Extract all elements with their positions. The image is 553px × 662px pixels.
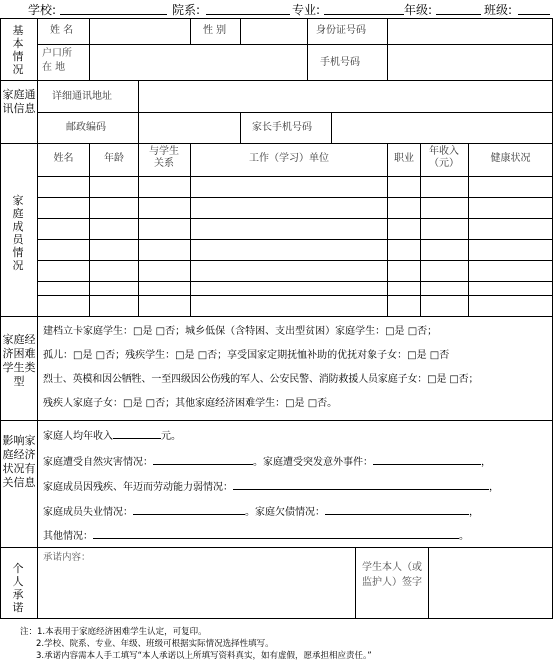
class-field[interactable] bbox=[518, 14, 550, 15]
emergency-label: 。家庭遭受突发意外事件： bbox=[253, 457, 373, 468]
punctuation: ， bbox=[481, 457, 491, 468]
promise-content-field[interactable] bbox=[38, 564, 354, 617]
illness-line bbox=[43, 480, 499, 494]
table-row[interactable] bbox=[38, 177, 552, 197]
category-line[interactable]: 建档立卡家庭学生：□是 □否；城乡低保（含特困、支出型贫困）家庭学生：□是 □否； bbox=[43, 326, 438, 337]
gender-field[interactable] bbox=[241, 19, 307, 44]
class-label: 班级: bbox=[484, 3, 513, 17]
income-field[interactable] bbox=[113, 429, 161, 439]
postcode-label: 邮政编码 bbox=[66, 122, 106, 133]
section-family-members: 家庭成员情况 bbox=[12, 194, 24, 272]
signature-field[interactable] bbox=[429, 548, 552, 617]
punctuation: ， bbox=[489, 482, 499, 493]
debt-field[interactable] bbox=[325, 505, 469, 515]
disaster-field[interactable] bbox=[153, 455, 253, 465]
unemployment-line bbox=[43, 505, 479, 519]
id-number-label: 身份证号码 bbox=[316, 25, 366, 36]
illness-label: 家庭成员因残疾、年迈而劳动能力弱情况： bbox=[43, 482, 233, 493]
column-header: 与学生关系 bbox=[149, 146, 179, 169]
postcode-field[interactable] bbox=[139, 113, 240, 143]
column-header: 职业 bbox=[394, 153, 414, 164]
note-line: 2.学校、院系、专业、年级、班级可根据实际情况选择性填写。 bbox=[36, 639, 274, 649]
grade-field[interactable] bbox=[436, 14, 481, 15]
hukou-label: 户口所在 地 bbox=[42, 48, 72, 73]
address-label: 详细通讯地址 bbox=[52, 91, 112, 102]
gender-label: 性 别 bbox=[203, 25, 227, 36]
emergency-field[interactable] bbox=[373, 455, 481, 465]
id-number-field[interactable] bbox=[388, 19, 552, 44]
school-label: 学校: bbox=[28, 3, 57, 17]
name-field[interactable] bbox=[90, 19, 190, 44]
note-line: 注：1.本表用于家庭经济困难学生认定，可复印。 bbox=[20, 627, 207, 637]
table-row[interactable] bbox=[38, 261, 552, 281]
income-unit: 元。 bbox=[161, 431, 181, 442]
section-difficulty-type: 家庭经济困难学生类型 bbox=[2, 333, 36, 388]
category-line[interactable]: 残疾人家庭子女：□是 □否；其他家庭经济困难学生：□是 □否。 bbox=[43, 398, 338, 409]
section-basic-info: 基本情况 bbox=[12, 24, 24, 76]
other-label: 其他情况： bbox=[43, 531, 93, 542]
table-row[interactable] bbox=[38, 240, 552, 260]
punctuation: 。 bbox=[459, 531, 469, 542]
mobile-field[interactable] bbox=[388, 45, 552, 80]
table-row[interactable] bbox=[38, 219, 552, 239]
income-label: 家庭人均年收入 bbox=[43, 431, 113, 442]
school-field[interactable] bbox=[60, 14, 167, 15]
form-header bbox=[0, 0, 553, 18]
note-line: 3.承诺内容需本人手工填写“本人承诺以上所填写资料真实，如有虚假，愿承担相应责任。” bbox=[36, 651, 372, 661]
signer-label: 学生本人（或监护人）签字 bbox=[362, 562, 422, 588]
unemployment-label: 家庭成员失业情况： bbox=[43, 507, 133, 518]
college-field[interactable] bbox=[206, 14, 290, 15]
name-label: 姓 名 bbox=[50, 25, 74, 36]
column-header: 工作（学习）单位 bbox=[249, 153, 329, 164]
table-row[interactable] bbox=[38, 282, 552, 295]
college-label: 院系: bbox=[172, 3, 201, 17]
disaster-line bbox=[43, 455, 491, 469]
column-header: 健康状况 bbox=[490, 153, 531, 164]
debt-label: 。家庭欠债情况： bbox=[245, 507, 325, 518]
parent-phone-label: 家长手机号码 bbox=[252, 122, 312, 133]
major-label: 专业: bbox=[292, 3, 321, 17]
category-line[interactable]: 孤儿：□是 □否；残疾学生：□是 □否；享受国家定期抚恤补助的优抚对象子女：□是 □否 bbox=[43, 350, 450, 361]
category-line[interactable]: 烈士、英模和因公牺牲、一至四级因公伤残的军人、公安民警、消防救援人员家庭子女：□是 □否； bbox=[43, 374, 479, 385]
column-header: 年收入（元） bbox=[429, 146, 459, 169]
other-field[interactable] bbox=[93, 529, 459, 539]
column-header: 年龄 bbox=[104, 153, 124, 164]
address-field[interactable] bbox=[139, 81, 552, 112]
table-row[interactable] bbox=[38, 198, 552, 218]
disaster-label: 家庭遭受自然灾害情况： bbox=[43, 457, 153, 468]
illness-field[interactable] bbox=[233, 480, 489, 490]
section-economic-factors: 影响家庭经济状况有关信息 bbox=[2, 434, 36, 489]
unemployment-field[interactable] bbox=[133, 505, 245, 515]
table-row[interactable] bbox=[38, 296, 552, 316]
income-line bbox=[43, 429, 181, 443]
mobile-label: 手机号码 bbox=[320, 57, 360, 68]
form-notes bbox=[20, 626, 372, 662]
promise-content-label: 承诺内容： bbox=[43, 552, 91, 563]
section-family-contact: 家庭通讯信息 bbox=[2, 88, 36, 115]
major-field[interactable] bbox=[324, 14, 404, 15]
grade-label: 年级: bbox=[404, 3, 433, 17]
hukou-field[interactable] bbox=[90, 45, 307, 80]
other-line bbox=[43, 529, 469, 543]
punctuation: ， bbox=[469, 507, 479, 518]
parent-phone-field[interactable] bbox=[332, 113, 552, 143]
section-personal-promise: 个人承诺 bbox=[12, 562, 24, 614]
column-header: 姓名 bbox=[53, 153, 74, 164]
